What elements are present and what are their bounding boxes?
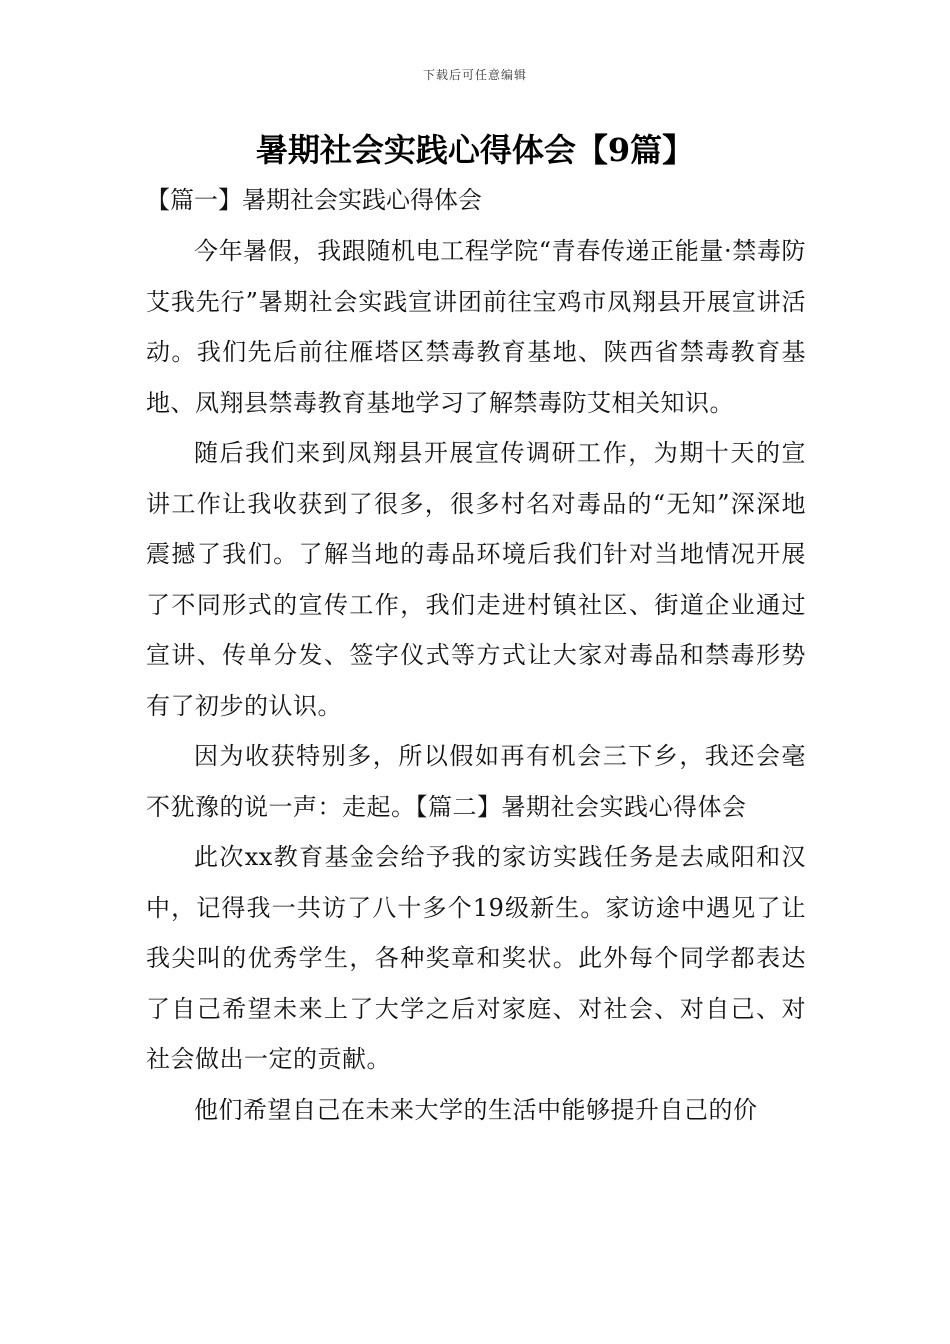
document-body	[146, 180, 806, 1135]
header-note: 下载后可任意编辑	[422, 68, 527, 82]
paragraph: 因为收获特别多，所以假如再有机会三下乡，我还会毫不犹豫的说一声：走起。【篇二】暑期社会实践心得体会	[146, 742, 806, 821]
section-heading: 【篇一】暑期社会实践心得体会	[146, 186, 482, 214]
paragraph: 此次xx教育基金会给予我的家访实践任务是去咸阳和汉中，记得我一共访了八十多个19级新生。家访途中遇见了让我尖叫的优秀学生，各种奖章和奖状。此外每个同学都表达了自己希望未来上了大学之后对家庭、对社会、对自己、对社会做出一定的贡献。	[146, 843, 806, 1073]
paragraph: 随后我们来到凤翔县开展宣传调研工作，为期十天的宣讲工作让我收获到了很多，很多村名对毒品的“无知”深深地震撼了我们。了解当地的毒品环境后我们针对当地情况开展了不同形式的宣传工作，我们走进村镇社区、街道企业通过宣讲、传单分发、签字仪式等方式让大家对毒品和禁毒形势有了初步的认识。	[146, 439, 806, 720]
paragraph: 今年暑假，我跟随机电工程学院“青春传递正能量·禁毒防艾我先行”暑期社会实践宣讲团前往宝鸡市凤翔县开展宣讲活动。我们先后前往雁塔区禁毒教育基地、陕西省禁毒教育基地、凤翔县禁毒教育基地学习了解禁毒防艾相关知识。	[146, 237, 806, 417]
document-title: 暑期社会实践心得体会【9篇】	[255, 131, 695, 169]
paragraph: 他们希望自己在未来大学的生活中能够提升自己的价	[194, 1095, 758, 1124]
